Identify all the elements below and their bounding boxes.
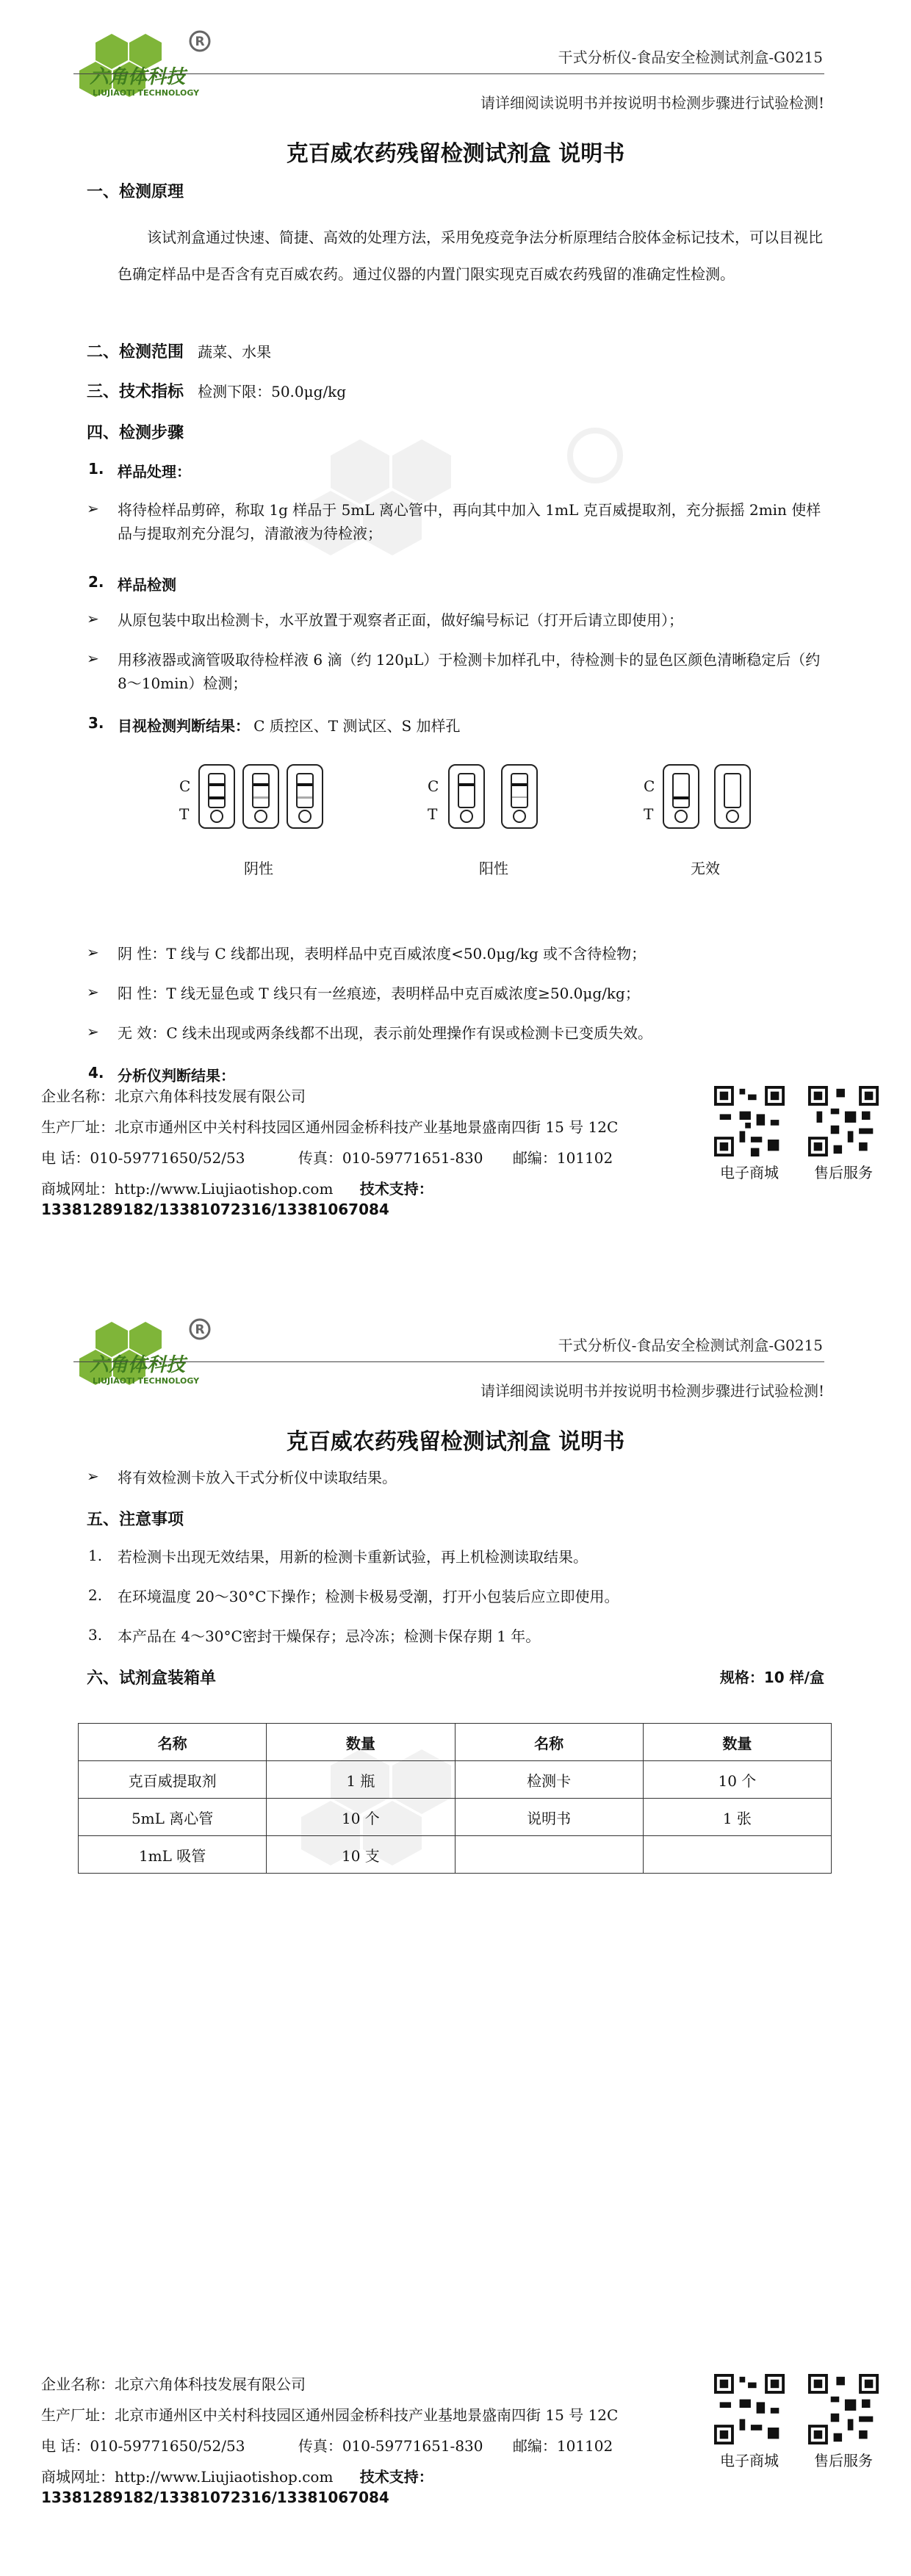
logo-text: 六角体科技 xyxy=(90,66,186,88)
step2-number: 2. xyxy=(88,573,104,591)
footer-phone: 010-59771650/52/53 xyxy=(90,2437,245,2455)
header-note: 请详细阅读说明书并按说明书检测步骤进行试验检测! xyxy=(480,94,824,112)
kit-table xyxy=(78,1723,832,1874)
step4-heading: 分析仪判断结果： xyxy=(118,1067,235,1084)
footer-phone: 010-59771650/52/53 xyxy=(90,1149,245,1167)
qr-code-icon xyxy=(714,2374,785,2444)
test-card-invalid-1 xyxy=(663,764,699,829)
footer xyxy=(41,2374,717,2508)
svg-text:R: R xyxy=(195,35,205,49)
footer-fax: 传真：010-59771651-830 xyxy=(298,2437,483,2455)
qr2-label: 售后服务 xyxy=(814,2452,873,2469)
note-2-number: 2. xyxy=(88,1586,103,1604)
bullet-arrow-icon: ➢ xyxy=(87,1023,99,1040)
table-cell: 1 瓶 xyxy=(267,1761,455,1799)
caption-invalid: 无效 xyxy=(691,860,720,877)
table-row xyxy=(79,1761,832,1799)
step3-number: 3. xyxy=(88,714,104,732)
table-cell: 10 个 xyxy=(643,1761,831,1799)
table-cell: 10 支 xyxy=(267,1836,455,1874)
note-3-text: 本产品在 4～30°C密封干燥保存；忌冷冻；检测卡保存期 1 年。 xyxy=(118,1627,541,1645)
caption-negative: 阴性 xyxy=(244,860,273,877)
bullet-arrow-icon: ➢ xyxy=(87,650,99,667)
step4-number: 4. xyxy=(88,1064,104,1082)
svg-text:R: R xyxy=(195,1323,205,1337)
label-t: T xyxy=(179,805,190,823)
table-cell: 克百威提取剂 xyxy=(79,1761,267,1799)
table-row xyxy=(79,1836,832,1874)
table-cell: 1mL 吸管 xyxy=(79,1836,267,1874)
qr-code-icon xyxy=(808,1086,879,1156)
scope-row xyxy=(87,339,271,364)
spec-text: 检测下限：50.0μg/kg xyxy=(198,383,347,400)
table-header: 数量 xyxy=(643,1724,831,1761)
test-card-negative-1 xyxy=(198,764,235,829)
footer-factory: 生产厂址：北京市通州区中关村科技园区通州园金桥科技产业基地景盛南四街 15 号 12C xyxy=(41,1118,619,1136)
test-card-invalid-2 xyxy=(714,764,751,829)
step1-heading: 样品处理： xyxy=(118,463,191,481)
footer-zip: 邮编：101102 xyxy=(512,1149,613,1167)
footer-web[interactable]: 商城网址：http://www.Liujiaotishop.com xyxy=(41,2468,334,2486)
footer-factory: 生产厂址：北京市通州区中关村科技园区通州园金桥科技产业基地景盛南四街 15 号 12C xyxy=(41,2406,619,2424)
footer-fax: 传真：010-59771651-830 xyxy=(298,1149,483,1167)
footer-zip: 邮编：101102 xyxy=(512,2437,613,2455)
step3-text: C 质控区、T 测试区、S 加样孔 xyxy=(253,717,461,735)
footer xyxy=(41,1086,717,1220)
qr-code-icon xyxy=(808,2374,879,2444)
kit-spec xyxy=(720,1666,824,1687)
note-1-number: 1. xyxy=(88,1547,103,1564)
label-c: C xyxy=(644,777,655,795)
footer-support: 技术支持：13381289182/13381072316/13381067084 xyxy=(41,2468,433,2506)
header-code: 干式分析仪-食品安全检测试剂盒-G0215 xyxy=(558,1336,823,1354)
step2-bullet-2: 用移液器或滴管吸取待检样液 6 滴（约 120μL）于检测卡加样孔中，待检测卡的显色区颜色清晰稳定后（约 8～10min）检测； xyxy=(118,651,821,692)
qr1-label: 电子商城 xyxy=(720,1164,779,1181)
label-c: C xyxy=(179,777,191,795)
test-card-negative-3 xyxy=(287,764,323,829)
step3-heading: 目视检测判断结果： xyxy=(118,717,250,735)
document-title: 克百威农药残留检测试剂盒 说明书 xyxy=(286,141,625,167)
scope-heading: 二、检测范围 xyxy=(87,343,184,361)
test-card-positive-1 xyxy=(448,764,485,829)
label-t: T xyxy=(428,805,438,823)
step4-bullet-1: 将有效检测卡放入干式分析仪中读取结果。 xyxy=(118,1469,397,1486)
footer-phone-label: 电 话： xyxy=(41,2437,90,2455)
note-2-text: 在环境温度 20～30°C下操作；检测卡极易受潮，打开小包装后应立即使用。 xyxy=(118,1588,619,1605)
logo-sub: LIUJIAOTI TECHNOLOGY xyxy=(93,1376,200,1386)
step3-row xyxy=(118,714,461,738)
footer-phone-label: 电 话： xyxy=(41,1149,90,1167)
spec-row xyxy=(87,379,346,403)
bullet-arrow-icon: ➢ xyxy=(87,500,99,517)
qr2-label: 售后服务 xyxy=(814,1164,873,1181)
bullet-arrow-icon: ➢ xyxy=(87,610,99,627)
qr-code-icon xyxy=(714,1086,785,1156)
principle-text: 该试剂盒通过快速、简捷、高效的处理方法，采用免疫竞争法分析原理结合胶体金标记技术，可以目视比色确定样品中是否含有克百威农药。通过仪器的内置门限实现克百威农药残留的准确定性检测。 xyxy=(118,229,823,283)
result-invalid: 无 效：C 线未出现或两条线都不出现，表示前处理操作有误或检测卡已变质失效。 xyxy=(118,1024,653,1042)
table-cell: 检测卡 xyxy=(455,1761,643,1799)
page-2 xyxy=(0,1288,911,2576)
logo-text: 六角体科技 xyxy=(90,1354,186,1376)
table-row xyxy=(79,1799,832,1836)
test-card-positive-2 xyxy=(501,764,538,829)
bullet-arrow-icon: ➢ xyxy=(87,1467,99,1485)
step2-bullet-1: 从原包装中取出检测卡，水平放置于观察者正面，做好编号标记（打开后请立即使用）； xyxy=(118,611,683,629)
principle-heading: 一、检测原理 xyxy=(87,183,184,201)
table-header-row xyxy=(79,1724,832,1761)
footer-support: 技术支持：13381289182/13381072316/13381067084 xyxy=(41,1180,433,1218)
table-header: 数量 xyxy=(267,1724,455,1761)
note-3-number: 3. xyxy=(88,1626,103,1644)
kit-heading: 六、试剂盒装箱单 xyxy=(87,1669,217,1688)
label-c: C xyxy=(428,777,439,795)
kit-spec-text: 规格：10 样/盒 xyxy=(719,1669,824,1686)
caption-positive: 阳性 xyxy=(479,860,508,877)
test-card-negative-2 xyxy=(242,764,279,829)
footer-web[interactable]: 商城网址：http://www.Liujiaotishop.com xyxy=(41,1180,334,1198)
spec-heading: 三、技术指标 xyxy=(87,383,184,401)
footer-company: 企业名称：北京六角体科技发展有限公司 xyxy=(41,2375,306,2393)
document-title: 克百威农药残留检测试剂盒 说明书 xyxy=(286,1429,625,1455)
bullet-arrow-icon: ➢ xyxy=(87,943,99,961)
table-cell: 10 个 xyxy=(267,1799,455,1836)
step1-text: 将待检样品剪碎，称取 1g 样品于 5mL 离心管中，再向其中加入 1mL 克百威提取剂，充分振摇 2min 使样品与提取剂充分混匀，清澈液为待检液； xyxy=(118,501,821,542)
logo-sub: LIUJIAOTI TECHNOLOGY xyxy=(93,88,200,98)
qr1-label: 电子商城 xyxy=(720,2452,779,2469)
header-note: 请详细阅读说明书并按说明书检测步骤进行试验检测! xyxy=(480,1382,824,1400)
result-positive: 阳 性：T 线无显色或 T 线只有一丝痕迹，表明样品中克百威浓度≥50.0μg/kg； xyxy=(118,985,640,1002)
header-divider xyxy=(73,1361,824,1362)
table-cell xyxy=(643,1836,831,1874)
step2-heading: 样品检测 xyxy=(118,576,176,594)
footer-company: 企业名称：北京六角体科技发展有限公司 xyxy=(41,1087,306,1105)
bullet-arrow-icon: ➢ xyxy=(87,983,99,1001)
table-cell: 说明书 xyxy=(455,1799,643,1836)
table-cell: 5mL 离心管 xyxy=(79,1799,267,1836)
table-header: 名称 xyxy=(79,1724,267,1761)
steps-heading: 四、检测步骤 xyxy=(87,424,184,442)
step1-number: 1. xyxy=(88,460,104,478)
label-t: T xyxy=(644,805,654,823)
table-cell xyxy=(455,1836,643,1874)
table-cell: 1 张 xyxy=(643,1799,831,1836)
result-negative: 阴 性：T 线与 C 线都出现，表明样品中克百威浓度<50.0μg/kg 或不含待检物； xyxy=(118,945,647,963)
notes-heading: 五、注意事项 xyxy=(87,1511,184,1529)
scope-text: 蔬菜、水果 xyxy=(198,343,272,361)
header-divider xyxy=(73,73,824,74)
header-code: 干式分析仪-食品安全检测试剂盒-G0215 xyxy=(558,48,823,66)
table-header: 名称 xyxy=(455,1724,643,1761)
note-1-text: 若检测卡出现无效结果，用新的检测卡重新试验，再上机检测读取结果。 xyxy=(118,1548,588,1566)
